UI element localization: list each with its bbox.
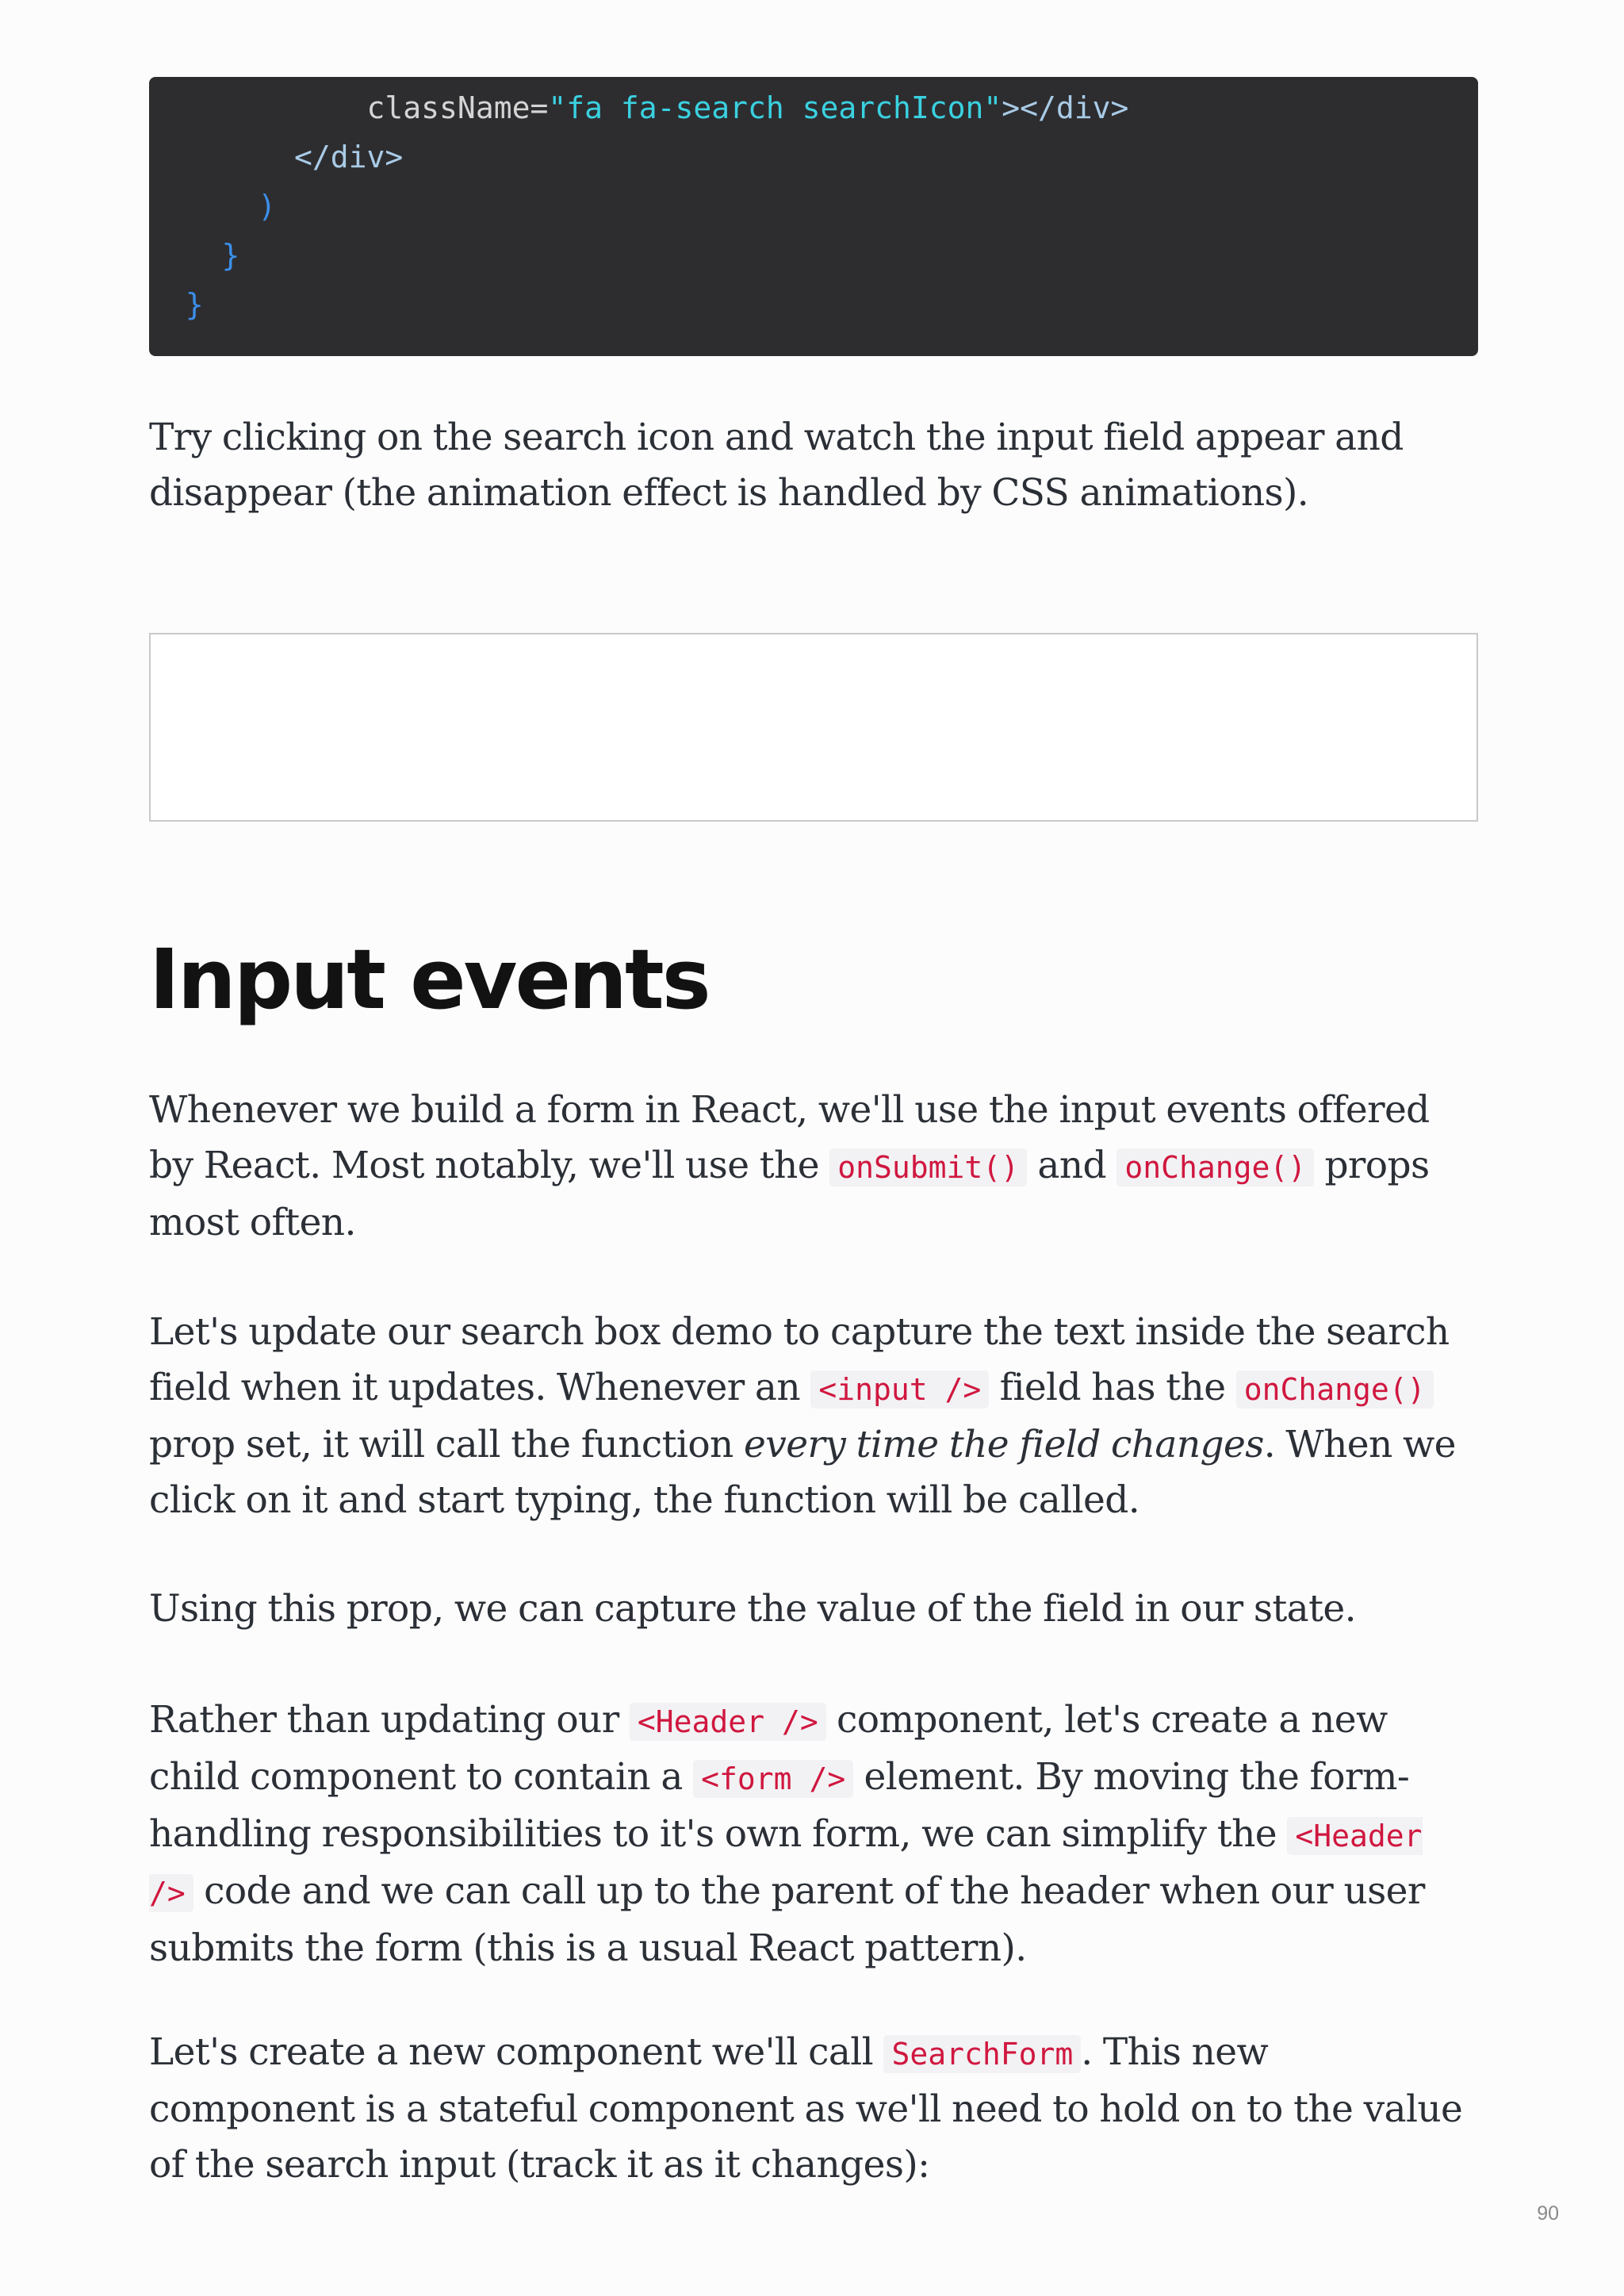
code-attr: className=: [366, 90, 549, 125]
code-tag: ></div>: [1002, 90, 1129, 125]
code-block: [149, 77, 1478, 356]
emphasis-text: every time the field changes: [744, 1423, 1264, 1466]
inline-code: onChange(): [1116, 1148, 1314, 1186]
inline-code: <form />: [693, 1760, 853, 1798]
paragraph-searchform: Let's create a new component we'll call SearchForm . This new component is a stateful component as we'll need to hold on to the value of the search input (track it as it changes):: [149, 2030, 1463, 2187]
code-string: "fa fa-search searchIcon": [548, 90, 1002, 125]
inline-code: SearchForm: [883, 2035, 1081, 2073]
inline-code: <Header />: [630, 1703, 826, 1741]
paragraph-child-component: Rather than updating our <Header /> component, let's create a new child component to contain a <form /> element. By moving the form-handling responsibilities to it's own form, we can simplify the <Header /> code and we can call up to the parent of the header when our user submits the form (this is a usual React pattern).: [149, 1698, 1425, 1970]
inline-code: <input />: [810, 1370, 989, 1409]
inline-code: onChange(): [1236, 1370, 1434, 1409]
inline-code: onSubmit(): [829, 1148, 1027, 1186]
code-line-5: [149, 280, 1478, 329]
paragraph-input-events: Whenever we build a form in React, we'll use the input events offered by React. Most notably, we'll use the onSubmit() and onChange() props most often.: [149, 1088, 1430, 1244]
inline-code: <Header />: [149, 1819, 1423, 1911]
paragraph-capture-value: Using this prop, we can capture the value of the field in our state.: [149, 1587, 1356, 1631]
page-number: 90: [1537, 2202, 1559, 2225]
demo-embed-frame[interactable]: [149, 633, 1478, 822]
code-brace: }: [221, 238, 240, 273]
code-line-4: [149, 231, 1478, 280]
paragraph-search-demo: Try clicking on the search icon and watch the input field appear and disappear (the animation effect is handled by CSS animations).: [149, 416, 1404, 515]
code-line-1: [149, 83, 1478, 132]
code-line-2: [149, 132, 1478, 182]
section-heading: Input events: [149, 931, 709, 1028]
code-tag: </div>: [294, 140, 404, 174]
paragraph-onchange: Let's update our search box demo to capture the text inside the search field when it updates. Whenever an <input /> field has the onChange() prop set, it will call the function every time the field changes. When we click on it and start typing, the function will be called.: [149, 1310, 1456, 1522]
code-brace: }: [185, 287, 204, 322]
code-paren: ): [258, 189, 277, 224]
code-line-3: [149, 182, 1478, 231]
